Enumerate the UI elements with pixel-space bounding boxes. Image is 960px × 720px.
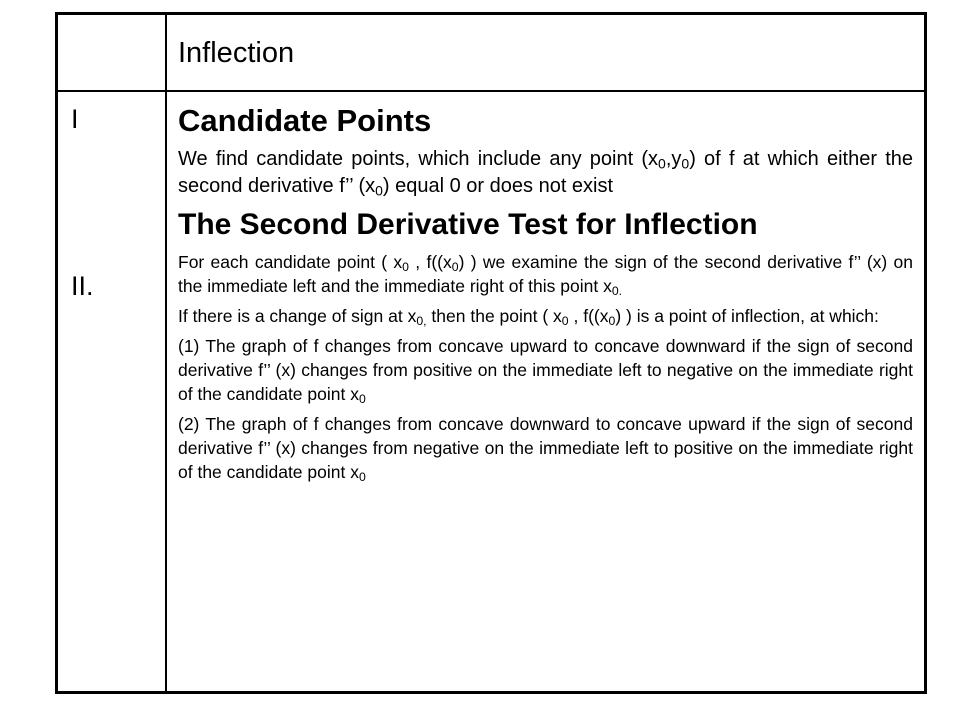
subscript: 0: [358, 470, 366, 485]
row-divider: [58, 90, 924, 92]
subscript: 0,: [416, 314, 427, 329]
subscript: 0: [658, 155, 666, 172]
section-heading-second-derivative-test: The Second Derivative Test for Inflection: [178, 208, 758, 241]
table-header-title: Inflection: [178, 37, 295, 69]
subscript: 0: [681, 155, 690, 172]
text: ) of f at which either the second derivative f’’ (x: [178, 148, 913, 197]
test-paragraph-2: [178, 304, 913, 328]
text: (1) The graph of f changes from concave upward to concave downward if the sign of second derivative f’’ (x) changes from positive on the immediate left to negative on the immediate right of the candidate point x: [178, 336, 913, 404]
column-divider: [165, 15, 167, 691]
subscript: 0: [451, 260, 459, 275]
row-numeral-2: II.: [71, 271, 94, 301]
text: We find candidate points, which include any point (x: [178, 148, 659, 170]
test-paragraph-1: [178, 250, 913, 298]
test-paragraph-4: [178, 412, 913, 484]
text: ) ) is a point of inflection, at which:: [615, 306, 879, 326]
subscript: 0: [402, 260, 409, 275]
table: [55, 12, 927, 694]
text: ) equal 0 or does not exist: [382, 175, 614, 197]
subscript: 0.: [611, 284, 623, 299]
candidate-points-paragraph: [178, 146, 913, 200]
text: , f((x: [409, 252, 452, 272]
text: For each candidate point ( x: [178, 252, 403, 272]
subscript: 0: [358, 392, 366, 407]
subscript: 0: [608, 314, 616, 329]
subscript: 0: [561, 314, 569, 329]
text: , f((x: [568, 306, 609, 326]
content-cell: [178, 102, 913, 490]
row-numeral-1: I: [71, 104, 79, 134]
text: If there is a change of sign at x: [178, 306, 417, 326]
text: ) ) we examine the sign of the second derivative f’’ (x) on the immediate left and the immediate right of this point x: [178, 252, 913, 296]
section-heading-candidate-points: Candidate Points: [178, 103, 432, 138]
text: (2) The graph of f changes from concave downward to concave upward if the sign of second derivative f’’ (x) changes from negative on the immediate left to positive on the immediate right of the candidate point x: [178, 414, 913, 482]
text: ,y: [665, 148, 682, 170]
subscript: 0: [375, 182, 383, 199]
test-paragraph-3: [178, 334, 913, 406]
text: then the point ( x: [426, 306, 562, 326]
